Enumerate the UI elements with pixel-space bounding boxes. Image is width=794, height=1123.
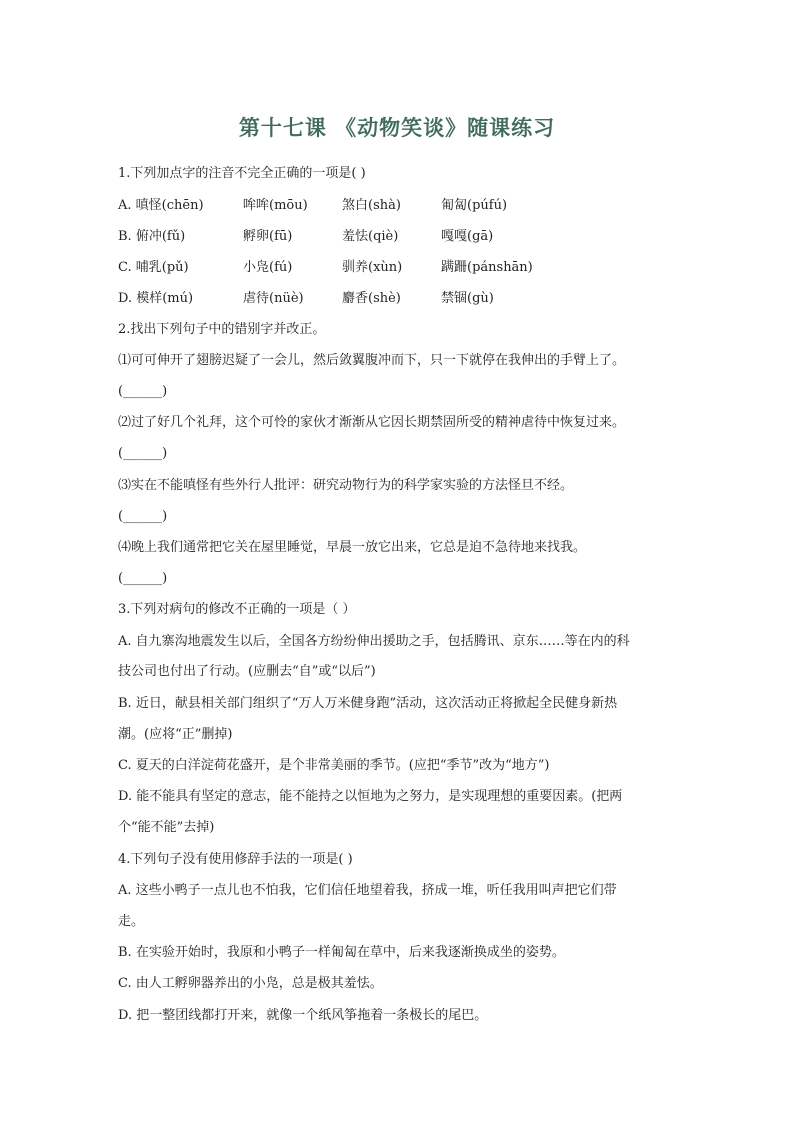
- q2-answer-blank-2[interactable]: (______): [118, 446, 168, 461]
- q4-option-b: B. 在实验开始时，我原和小鸭子一样匍匐在草中，后来我逐渐换成坐的姿势。: [118, 945, 565, 960]
- q2-stem: 2.找出下列句子中的错别字并改正。: [118, 322, 326, 337]
- q2-item-4: ⑷晚上我们通常把它关在屋里睡觉，早晨一放它出来，它总是迫不急待地来找我。: [118, 540, 587, 555]
- q2-item-2: ⑵过了好几个礼拜，这个可怜的家伙才渐渐从它因长期禁固所受的精神虐待中恢复过来。: [118, 415, 626, 430]
- q1-a-word4: 匍匐(púfú): [441, 198, 508, 213]
- q1-b-word1: B. 俯冲(fǔ): [118, 229, 186, 244]
- q2-answer-blank-1[interactable]: (______): [118, 384, 168, 399]
- q1-d-word1: D. 模样(mú): [118, 291, 194, 306]
- q3-option-d-line1: D. 能不能具有坚定的意志，能不能持之以恒地为之努力，是实现理想的重要因素。(把两: [118, 789, 623, 804]
- q4-option-c: C. 由人工孵卵器养出的小凫，总是极其羞怯。: [118, 976, 383, 991]
- page-title: 第十七课 《动物笑谈》随课练习: [238, 115, 556, 140]
- q1-a-word1: A. 嗔怪(chēn): [118, 198, 204, 213]
- q3-option-b-line2: 潮。(应将“正”删掉): [118, 727, 233, 742]
- q4-stem: 4.下列句子没有使用修辞手法的一项是( ): [118, 852, 353, 867]
- q1-a-word3: 煞白(shà): [342, 198, 401, 213]
- q2-answer-blank-4[interactable]: (______): [118, 571, 168, 586]
- q1-c-word2: 小凫(fú): [243, 260, 293, 275]
- q4-option-a-line1: A. 这些小鸭子一点儿也不怕我，它们信任地望着我，挤成一堆，听任我用叫声把它们带: [118, 883, 617, 898]
- q1-c-word1: C. 哺乳(pǔ): [118, 260, 189, 275]
- q3-option-b-line1: B. 近日，献县相关部门组织了“万人万米健身跑”活动，这次活动正将掀起全民健身新热: [118, 696, 618, 711]
- q4-option-d: D. 把一整团线都打开来，就像一个纸风筝拖着一条极长的尾巴。: [118, 1008, 488, 1023]
- q2-item-3: ⑶实在不能嗔怪有些外行人批评：研究动物行为的科学家实验的方法怪旦不经。: [118, 478, 574, 493]
- q4-option-a-line2: 走。: [118, 914, 145, 929]
- q1-a-word2: 哞哞(mōu): [243, 198, 308, 213]
- q3-option-a-line2: 技公司也付出了行动。(应删去“自”或“以后”): [118, 664, 376, 679]
- q2-item-1: ⑴可可伸开了翅膀迟疑了一会儿，然后敛翼腹冲而下，只一下就停在我伸出的手臂上了。: [118, 353, 626, 368]
- q1-d-word3: 麝香(shè): [342, 291, 401, 306]
- q1-c-word3: 驯养(xùn): [342, 260, 403, 275]
- q3-option-a-line1: A. 自九寨沟地震发生以后，全国各方纷纷伸出援助之手，包括腾讯、京东……等在内的科: [118, 634, 630, 649]
- q1-d-word2: 虐待(nüè): [243, 291, 304, 306]
- q1-b-word4: 嘎嘎(gā): [441, 229, 494, 244]
- q1-b-word2: 孵卵(fū): [243, 229, 293, 244]
- q3-option-d-line2: 个“能不能”去掉): [118, 820, 215, 835]
- q1-d-word4: 禁锢(gù): [441, 291, 494, 306]
- q2-answer-blank-3[interactable]: (______): [118, 509, 168, 524]
- q1-b-word3: 羞怯(qiè): [342, 229, 399, 244]
- q3-option-c: C. 夏天的白洋淀荷花盛开，是个非常美丽的季节。(应把“季节”改为“地方”): [118, 758, 550, 773]
- q1-stem: 1.下列加点字的注音不完全正确的一项是( ): [118, 166, 366, 181]
- q1-c-word4: 蹒跚(pánshān): [441, 260, 533, 275]
- q3-stem: 3.下列对病句的修改不正确的一项是（ ）: [118, 602, 356, 617]
